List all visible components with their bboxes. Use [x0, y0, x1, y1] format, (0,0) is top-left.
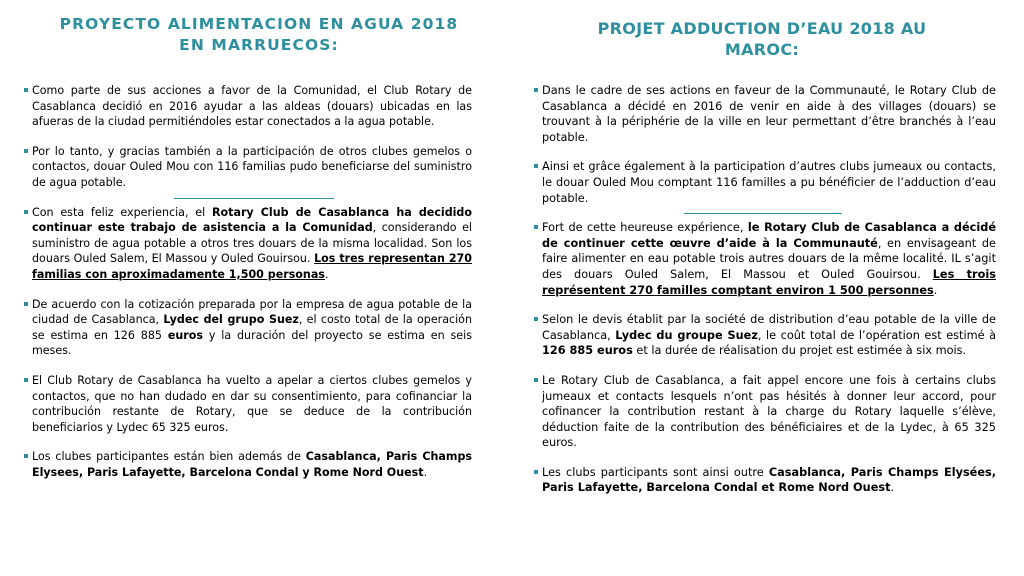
spanish-paragraph-1: Como parte de sus acciones a favor de la Comunidad, el Club Rotary de Casablanca decidió en 2016 ayudar a las aldeas (douars) ubicadas en las afueras de la ciudad permitiéndoles estar conectados a la agua potable. — [24, 83, 472, 130]
spanish-title — [20, 0, 472, 56]
french-title — [528, 0, 996, 60]
spanish-column — [20, 0, 473, 479]
spanish-title-line1: PROYECTO ALIMENTACION EN AGUA 2018 — [59, 15, 459, 33]
bullet-icon — [534, 378, 538, 382]
spanish-paragraph-4: De acuerdo con la cotización preparada por la empresa de agua potable de la ciudad de Casablanca, Lydec del grupo Suez, el costo total de la operación se estima en 126 885 euros y la duración del proyecto se estima en seis meses. — [24, 297, 472, 359]
bullet-icon — [24, 210, 28, 214]
french-paragraph-3: Fort de cette heureuse expérience, le Rotary Club de Casablanca a décidé de continuer cette œuvre d’aide à la Communauté, en envisageant de faire alimenter en eau potable trois autres douars de la même localité. IL s’agit des douars Ouled Salem, El Massou et Ouled Gouirsou. Les trois représentent 270 familles comptant environ 1 500 personnes. — [534, 220, 996, 298]
spanish-divider — [174, 198, 334, 199]
spanish-paragraphs — [24, 83, 472, 494]
bullet-icon — [24, 88, 28, 92]
bullet-icon — [534, 225, 538, 229]
bullet-icon — [534, 88, 538, 92]
bullet-icon — [534, 317, 538, 321]
bullet-icon — [534, 164, 538, 168]
french-paragraph-2: Ainsi et grâce également à la participation d’autres clubs jumeaux ou contacts, le douar Ouled Mou comptant 116 familles a pu bénéficier de l’adduction d’eau potable. — [534, 159, 996, 206]
bullet-icon — [24, 302, 28, 306]
bullet-icon — [534, 470, 538, 474]
bullet-icon — [24, 378, 28, 382]
spanish-paragraph-2: Por lo tanto, y gracias también a la participación de otros clubes gemelos o contactos, douar Ouled Mou con 116 familias pudo beneficiarse del suministro de agua potable. — [24, 144, 472, 191]
french-title-line1: PROJET ADDUCTION D’EAU 2018 AU — [597, 19, 927, 38]
bullet-icon — [24, 454, 28, 458]
french-paragraph-1: Dans le cadre de ses actions en faveur de la Communauté, le Rotary Club de Casablanca a décidé en 2016 de venir en aide à des villages (douars) se trouvant à la périphérie de la ville en leur permettant d’être branchés à l’eau potable. — [534, 83, 996, 145]
bullet-icon — [24, 149, 28, 153]
spanish-paragraph-5: El Club Rotary de Casablanca ha vuelto a apelar a ciertos clubes gemelos y contactos, que no han dudado en dar su consentimiento, para cofinanciar la contribución restante de Rotary, que se deduce de la contribución beneficiarios y Lydec 65 325 euros. — [24, 373, 472, 435]
french-paragraph-5: Le Rotary Club de Casablanca, a fait appel encore une fois à certains clubs jumeaux et contacts lesquels n’ont pas hésités à donner leur accord, pour cofinancer la contribution restant à la charge du Rotary laquelle s’élève, déduction faite de la contribution des bénéficiaires et de la Lydec, à 65 325 euros. — [534, 373, 996, 451]
french-paragraph-4: Selon le devis établit par la société de distribution d’eau potable de la ville de Casablanca, Lydec du groupe Suez, le coût total de l’opération est estimé à 126 885 euros et la durée de réalisation du projet est estimée à six mois. — [534, 312, 996, 359]
french-paragraph-6: Les clubs participants sont ainsi outre Casablanca, Paris Champs Elysées, Paris Lafayette, Barcelona Condal et Rome Nord Ouest. — [534, 465, 996, 496]
french-column — [528, 0, 997, 495]
spanish-paragraph-3: Con esta feliz experiencia, el Rotary Club de Casablanca ha decidido continuar este trabajo de asistencia a la Comunidad, considerando el suministro de agua potable a otros tres douars de la misma localidad. Son los douars Ouled Salem, El Massou y Ouled Gouirsou. Los tres representan 270 familias con aproximadamente 1,500 personas. — [24, 205, 472, 283]
french-title-line2: MAROC: — [724, 40, 800, 59]
spanish-title-line2: EN MARRUECOS: — [179, 36, 339, 54]
french-paragraphs — [534, 83, 996, 510]
french-divider — [684, 213, 842, 214]
spanish-paragraph-6: Los clubes participantes están bien además de Casablanca, Paris Champs Elysees, Paris Lafayette, Barcelona Condal y Rome Nord Ouest. — [24, 449, 472, 480]
